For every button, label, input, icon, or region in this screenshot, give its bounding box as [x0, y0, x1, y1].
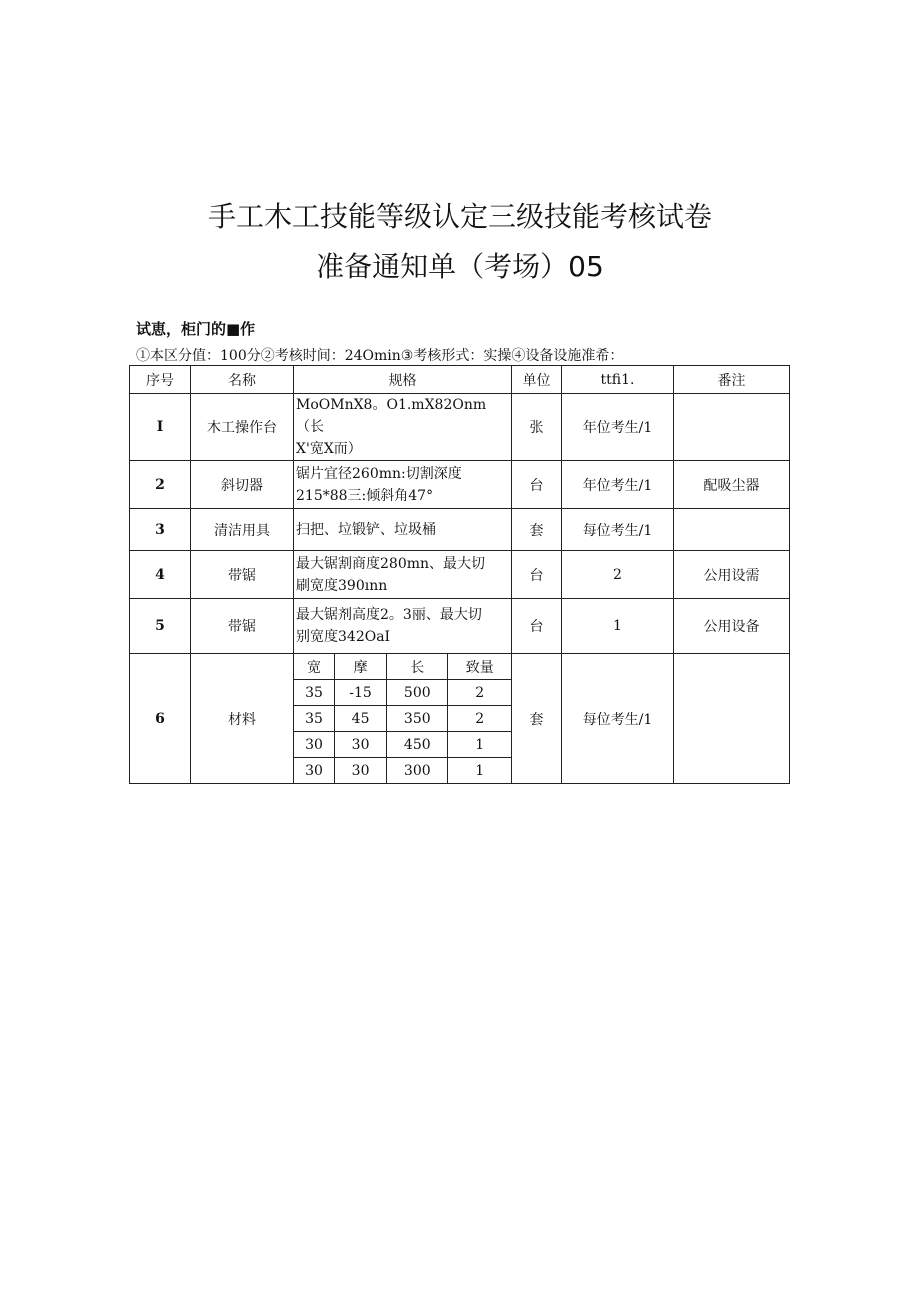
row-unit: 套 [512, 654, 562, 784]
table-row [130, 394, 790, 461]
row-spec [294, 509, 512, 551]
material-cell: 35 [294, 706, 335, 732]
material-cell: 1 [448, 758, 511, 784]
material-data-row [294, 680, 511, 706]
material-cell: 45 [335, 706, 387, 732]
material-data-row [294, 732, 511, 758]
header-cell: 序号 [130, 366, 191, 394]
row-unit: 张 [512, 394, 562, 461]
row-spec [294, 461, 512, 509]
material-row [130, 654, 790, 784]
spec-line: 215*88三:倾斜角47° [296, 487, 434, 504]
table-header-row [130, 366, 790, 394]
material-table [294, 654, 511, 783]
material-cell: 2 [448, 706, 511, 732]
row-qty: 1 [562, 599, 674, 654]
material-cell: 2 [448, 680, 511, 706]
row-number: I [130, 394, 191, 461]
row-note [674, 509, 790, 551]
material-cell: 30 [294, 732, 335, 758]
row-name: 带锯 [191, 599, 294, 654]
info-line: ①本区分值：100分②考核时间：24Omin③考核形式：实操④设备设施准希： [136, 348, 624, 364]
row-number: 3 [130, 509, 191, 551]
spec-line: X'宽X而） [296, 441, 362, 457]
material-cell: 30 [335, 758, 387, 784]
spec-line: 锯片宜径260mn:切割深度 [296, 465, 462, 482]
material-data-row [294, 706, 511, 732]
row-qty: 每位考生/1 [562, 654, 674, 784]
row-spec [294, 394, 512, 461]
row-number: 2 [130, 461, 191, 509]
row-name: 木工操作台 [191, 394, 294, 461]
row-note [674, 394, 790, 461]
table-row [130, 551, 790, 599]
topic-line: 试恵，柜门的■作 [136, 320, 256, 338]
material-header: 宽 [294, 654, 335, 680]
row-note [674, 654, 790, 784]
material-cell: -15 [335, 680, 387, 706]
spec-line: 最大锯剂高度2。3丽、最大切 [296, 607, 482, 623]
spec-line: 扫把、垃锻铲、垃圾桶 [296, 521, 436, 538]
row-note: 配吸尘器 [674, 461, 790, 509]
row-qty: 年位考生/1 [562, 461, 674, 509]
spec-line: 刷宽度390ınn [296, 577, 388, 594]
table-row [130, 509, 790, 551]
row-number: 6 [130, 654, 191, 784]
material-header: 长 [387, 654, 448, 680]
material-data-row [294, 758, 511, 784]
material-cell: 350 [387, 706, 448, 732]
document-subtitle: 准备通知单（考场）05 [316, 250, 604, 283]
row-unit: 台 [512, 461, 562, 509]
row-qty: 2 [562, 551, 674, 599]
material-cell: 450 [387, 732, 448, 758]
spec-line: 别宽度342OaI [296, 629, 391, 645]
equipment-table [129, 365, 790, 784]
spec-line: 最大锯割商度280mn、最大切 [296, 555, 486, 572]
spec-line: MoOMnX8。O1.mX82Onm（长 [296, 397, 487, 435]
row-qty: 年位考生/1 [562, 394, 674, 461]
header-cell: 规格 [294, 366, 512, 394]
row-unit: 套 [512, 509, 562, 551]
material-cell: 30 [294, 758, 335, 784]
table-row [130, 461, 790, 509]
row-note: 公用设备 [674, 599, 790, 654]
material-cell: 1 [448, 732, 511, 758]
row-number: 5 [130, 599, 191, 654]
row-qty: 每位考生/1 [562, 509, 674, 551]
material-cell: 35 [294, 680, 335, 706]
material-cell: 300 [387, 758, 448, 784]
row-number: 4 [130, 551, 191, 599]
table-row [130, 599, 790, 654]
header-cell: 名称 [191, 366, 294, 394]
material-header-row [294, 654, 511, 680]
row-spec [294, 599, 512, 654]
row-name: 清洁用具 [191, 509, 294, 551]
row-name: 材料 [191, 654, 294, 784]
document-title: 手工木工技能等级认定三级技能考核试卷 [207, 200, 712, 233]
material-header: 摩 [335, 654, 387, 680]
row-spec [294, 551, 512, 599]
material-cell: 500 [387, 680, 448, 706]
row-name: 斜切器 [191, 461, 294, 509]
row-note: 公用设需 [674, 551, 790, 599]
header-cell: 单位 [512, 366, 562, 394]
header-cell: ttfi1. [562, 366, 674, 394]
header-cell: 番注 [674, 366, 790, 394]
row-unit: 台 [512, 551, 562, 599]
material-spec-cell [294, 654, 512, 784]
row-name: 带锯 [191, 551, 294, 599]
material-cell: 30 [335, 732, 387, 758]
row-unit: 台 [512, 599, 562, 654]
material-header: 致量 [448, 654, 511, 680]
